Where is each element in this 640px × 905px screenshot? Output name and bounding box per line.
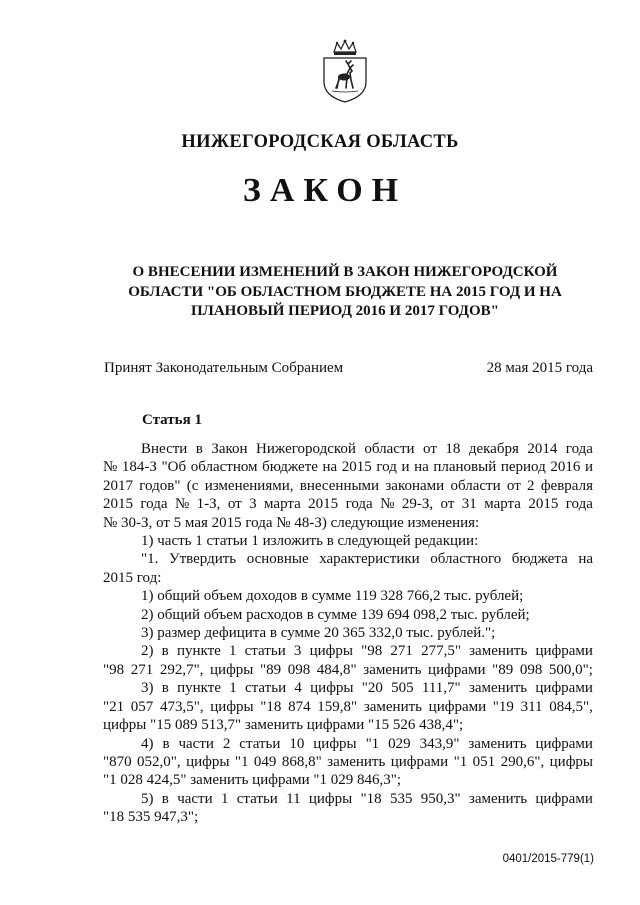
adopted-by: Принят Законодательным Собранием	[104, 360, 344, 376]
law-title	[110, 263, 580, 322]
article-line: "870 052,0", цифры "1 049 868,8" заменить цифрами "1 051 290,6", цифры	[103, 753, 593, 770]
article-line: 1) общий объем доходов в сумме 119 328 766,2 тыс. рублей;	[141, 588, 524, 605]
article-line: 2) в пункте 1 статьи 3 цифры "98 271 277,5" заменить цифрами	[141, 643, 593, 660]
article-line: Внести в Закон Нижегородской области от 18 декабря 2014 года	[141, 441, 593, 457]
article-line: 3) размер дефицита в сумме 20 365 332,0 тыс. рублей.";	[141, 625, 496, 642]
article-line: "21 057 473,5", цифры "18 874 159,8" заменить цифрами "19 311 084,5",	[103, 698, 593, 715]
law-title-line: ПЛАНОВЫЙ ПЕРИОД 2016 И 2017 ГОДОВ"	[191, 303, 499, 319]
law-title-line: ОБЛАСТИ "ОБ ОБЛАСТНОМ БЮДЖЕТЕ НА 2015 ГОД И НА	[128, 283, 562, 300]
article-heading: Статья 1	[142, 412, 202, 428]
coat-of-arms-icon	[319, 38, 371, 104]
article-line: 5) в части 1 статьи 11 цифры "18 535 950,3" заменить цифрами	[141, 790, 593, 807]
article-line: "98 271 292,7", цифры "89 098 484,8" заменить цифрами "89 098 500,0";	[103, 661, 593, 678]
article-line: "1 028 424,5" заменить цифрами "1 029 846,3";	[103, 772, 402, 789]
article-line: № 30-З, от 5 мая 2015 года № 48-З) следующие изменения:	[103, 514, 480, 531]
adoption-date: 28 мая 2015 года	[486, 360, 593, 376]
article-line: цифры "15 089 513,7" заменить цифрами "15 526 438,4";	[103, 717, 464, 734]
law-title-line: О ВНЕСЕНИИ ИЗМЕНЕНИЙ В ЗАКОН НИЖЕГОРОДСКОЙ	[132, 264, 558, 280]
article-line: 1) часть 1 статьи 1 изложить в следующей редакции:	[141, 533, 479, 550]
article-line: № 184-З "Об областном бюджете на 2015 год и на плановый период 2016 и	[103, 459, 593, 476]
document-type: ЗАКОН	[242, 172, 408, 209]
article-line: 3) в пункте 1 статьи 4 цифры "20 505 111,7" заменить цифрами	[141, 680, 593, 697]
article-line: "18 535 947,3";	[103, 809, 199, 826]
article-line: 2017 годов" (с изменениями, внесенными законами области от 2 февраля	[103, 477, 593, 494]
article-body	[103, 440, 593, 827]
article-line: 4) в части 2 статьи 10 цифры "1 029 343,9" заменить цифрами	[141, 735, 593, 752]
article-line: 2015 года № 1-З, от 3 марта 2015 года № 29-З, от 31 марта 2015 года	[103, 496, 593, 513]
document-code: 0401/2015-779(1)	[502, 853, 594, 865]
article-line: "1. Утвердить основные характеристики областного бюджета на	[141, 551, 593, 568]
article-line: 2) общий объем расходов в сумме 139 694 098,2 тыс. рублей;	[141, 606, 530, 623]
region-name: НИЖЕГОРОДСКАЯ ОБЛАСТЬ	[181, 132, 459, 152]
article-line: 2015 год:	[103, 569, 162, 586]
